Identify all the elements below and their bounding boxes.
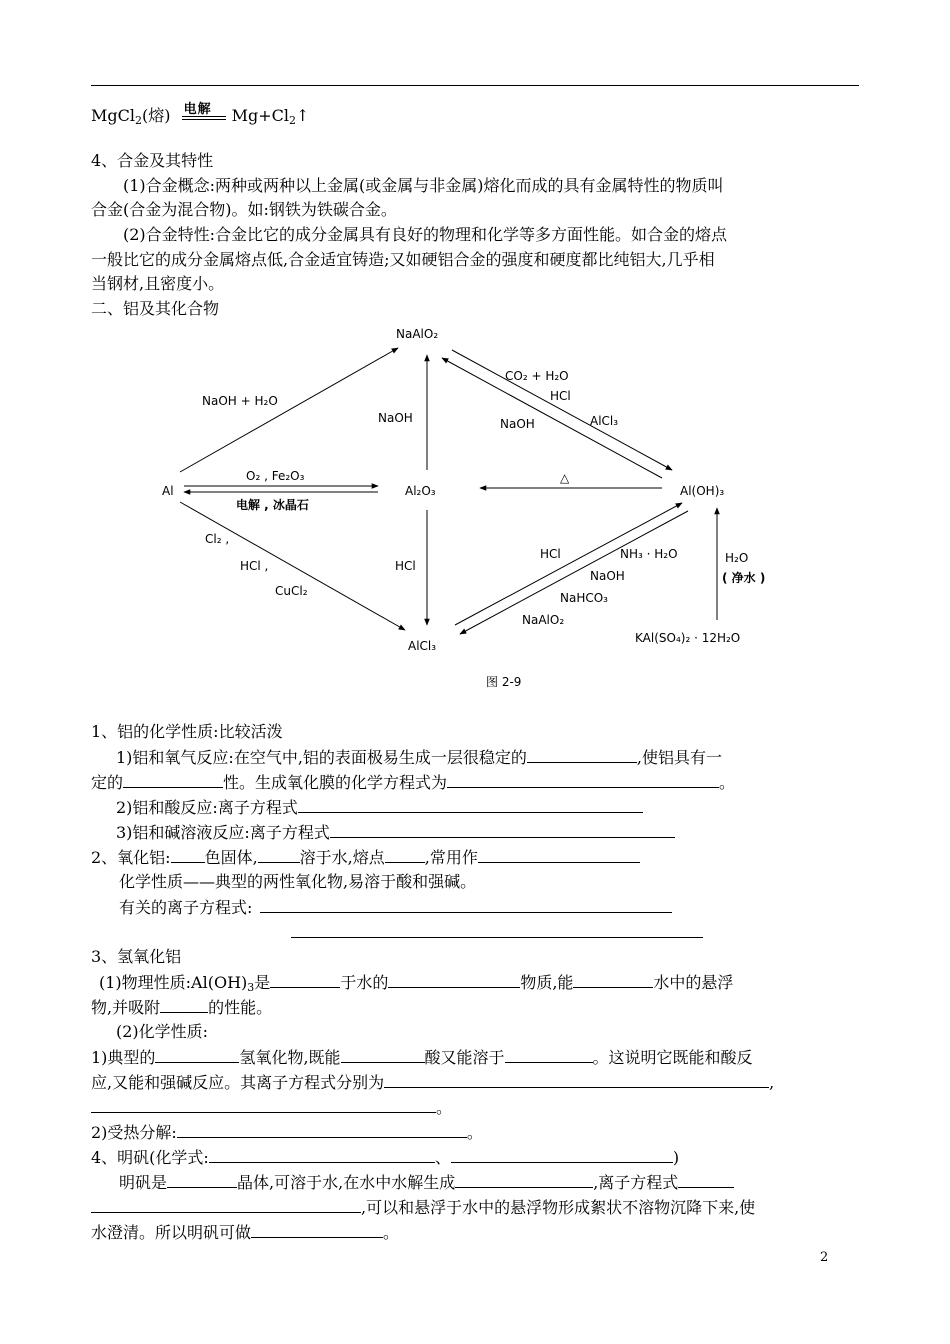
label-naoh-h2o: NaOH + H₂O bbox=[202, 394, 278, 408]
label-alcl3-top: AlCl₃ bbox=[590, 414, 619, 428]
label-water-purify: ( 净水 ) bbox=[722, 571, 766, 585]
node-alcl3: AlCl₃ bbox=[408, 639, 437, 653]
blank-hydrolysis-product[interactable] bbox=[455, 1170, 593, 1188]
label-hcl-bot: HCl bbox=[540, 547, 561, 561]
page-number: 2 bbox=[820, 1250, 829, 1265]
label-co2-h2o: CO₂ + H₂O bbox=[505, 369, 569, 383]
q4-line2: 明矾是 晶体,可溶于水,在水中水解生成 ,离子方程式 bbox=[91, 1170, 887, 1195]
blank-usage[interactable] bbox=[478, 845, 640, 863]
blank-alum-ionic-1[interactable] bbox=[678, 1170, 734, 1188]
q1-title: 1、铝的化学性质:比较活泼 bbox=[91, 722, 283, 741]
label-h2o: H₂O bbox=[725, 551, 749, 565]
node-alum: KAl(SO₄)₂ · 12H₂O bbox=[635, 631, 741, 645]
label-delta: △ bbox=[560, 471, 570, 485]
q4-line1: 4、明矾(化学式: 、 ) bbox=[91, 1145, 859, 1170]
alloy-p1b: 合金(合金为混合物)。如:钢铁为铁碳合金。 bbox=[91, 200, 397, 219]
label-naoh-bot: NaOH bbox=[590, 569, 625, 583]
blank-base-ionic[interactable] bbox=[330, 820, 675, 838]
q2-ion: 有关的离子方程式: bbox=[91, 895, 887, 920]
q2-chem: 化学性质——典型的两性氧化物,易溶于酸和强碱。 bbox=[119, 872, 477, 891]
blank-solubility[interactable] bbox=[258, 845, 300, 863]
blank-purifier[interactable] bbox=[251, 1220, 383, 1238]
label-naalo2-bot: NaAlO₂ bbox=[522, 613, 565, 627]
blank-ion-equation-1[interactable] bbox=[260, 895, 672, 913]
blank-acid-ionic[interactable] bbox=[298, 795, 643, 813]
blank-crystal-type[interactable] bbox=[167, 1170, 237, 1188]
label-hcl-vert: HCl bbox=[395, 559, 416, 573]
node-naalo2: NaAlO₂ bbox=[396, 327, 439, 341]
q3-chem2: 应,又能和强碱反应。其离子方程式分别为 , bbox=[91, 1070, 859, 1095]
blank-base-type[interactable] bbox=[505, 1045, 593, 1063]
blank-melting[interactable] bbox=[385, 845, 425, 863]
label-hcl-top: HCl bbox=[550, 389, 571, 403]
q3-title: 3、氢氧化铝 bbox=[91, 947, 182, 966]
q3-chem4: 2)受热分解: 。 bbox=[91, 1120, 859, 1145]
header-rule bbox=[91, 85, 859, 86]
label-nh3-h2o: NH₃ · H₂O bbox=[620, 547, 678, 561]
diagram-caption: 图 2-9 bbox=[486, 675, 522, 689]
alloy-p1a: (1)合金概念:两种或两种以上金属(或金属与非金属)熔化而成的具有金属特性的物质叫 bbox=[123, 176, 724, 195]
label-naoh-left: NaOH bbox=[378, 411, 413, 425]
blank-ionic-base[interactable] bbox=[91, 1095, 436, 1113]
q1-line3: 2)铝和酸反应:离子方程式 bbox=[91, 795, 884, 820]
section-two-title: 二、铝及其化合物 bbox=[91, 299, 220, 318]
blank-alum-formula-1[interactable] bbox=[209, 1145, 435, 1163]
blank-alum-ionic-2[interactable] bbox=[91, 1195, 361, 1213]
blank-solubility-hydroxide[interactable] bbox=[270, 970, 340, 988]
alloy-title: 4、合金及其特性 bbox=[91, 151, 214, 170]
q3-chem-title: (2)化学性质: bbox=[116, 1022, 209, 1041]
label-naoh-mid: NaOH bbox=[500, 417, 535, 431]
blank-ionic-acid[interactable] bbox=[384, 1070, 769, 1088]
blank-property[interactable] bbox=[123, 770, 223, 788]
label-cucl2: CuCl₂ bbox=[275, 584, 308, 598]
aluminum-diagram bbox=[150, 320, 800, 695]
blank-ion-equation-2[interactable] bbox=[291, 920, 703, 938]
blank-oxide-equation[interactable] bbox=[447, 770, 719, 788]
q3-chem1: 1)典型的 氢氧化物,既能 酸又能溶于 。这说明它既能和酸反 bbox=[91, 1045, 859, 1070]
q1-line2: 定的 性。生成氧化膜的化学方程式为 。 bbox=[91, 770, 859, 795]
blank-color[interactable] bbox=[171, 845, 205, 863]
q3-chem3: 。 bbox=[91, 1095, 859, 1120]
q1-line4: 3)铝和碱溶液反应:离子方程式 bbox=[91, 820, 884, 845]
alloy-p2c: 当钢材,且密度小。 bbox=[91, 274, 225, 293]
blank-pigment[interactable] bbox=[160, 995, 208, 1013]
blank-adsorb[interactable] bbox=[573, 970, 653, 988]
label-nahco3: NaHCO₃ bbox=[560, 591, 608, 605]
q3-phys2: 物,并吸附 的性能。 bbox=[91, 995, 859, 1020]
q2-line1: 2、氧化铝: 色固体, 溶于水,熔点 ,常用作 bbox=[91, 845, 859, 870]
node-aloh3: Al(OH)₃ bbox=[680, 484, 725, 498]
blank-oxide-film[interactable] bbox=[527, 745, 637, 763]
alloy-p2b: 一般比它的成分金属熔点低,合金适宜铸造;又如硬铝合金的强度和硬度都比纯铝大,几乎相 bbox=[91, 250, 715, 269]
q1-line1: 1)铝和氧气反应:在空气中,铝的表面极易生成一层很稳定的 ,使铝具有一 bbox=[91, 745, 884, 770]
label-o2-fe2o3: O₂ , Fe₂O₃ bbox=[246, 469, 305, 483]
blank-substance-type[interactable] bbox=[388, 970, 520, 988]
label-hcl-left: HCl , bbox=[240, 559, 269, 573]
equation-arrow: 电解 bbox=[178, 104, 230, 128]
label-cl2: Cl₂ , bbox=[205, 532, 230, 546]
node-al: Al bbox=[162, 484, 174, 498]
blank-hydroxide-type[interactable] bbox=[155, 1045, 239, 1063]
q4-line3: ,可以和悬浮于水中的悬浮物形成絮状不溶物沉降下来,使 bbox=[91, 1195, 859, 1220]
q3-phys1: (1)物理性质$:Al(OH)_3$是 于水的 物质,能 水中的悬浮 bbox=[91, 970, 867, 1000]
node-al2o3: Al₂O₃ bbox=[405, 484, 436, 498]
electrolysis-equation: MgCl$_2$(熔) 电解 $Mg+Cl_2↑$ bbox=[91, 102, 310, 127]
label-electrolysis: 电解 , 冰晶石 bbox=[236, 498, 309, 512]
alloy-p2a: (2)合金特性:合金比它的成分金属具有良好的物理和化学等多方面性能。如合金的熔点 bbox=[123, 225, 728, 244]
blank-decomposition[interactable] bbox=[177, 1120, 467, 1138]
blank-alum-formula-2[interactable] bbox=[451, 1145, 673, 1163]
q4-line4: 水澄清。所以明矾可做 。 bbox=[91, 1220, 859, 1245]
blank-acid-type[interactable] bbox=[341, 1045, 425, 1063]
